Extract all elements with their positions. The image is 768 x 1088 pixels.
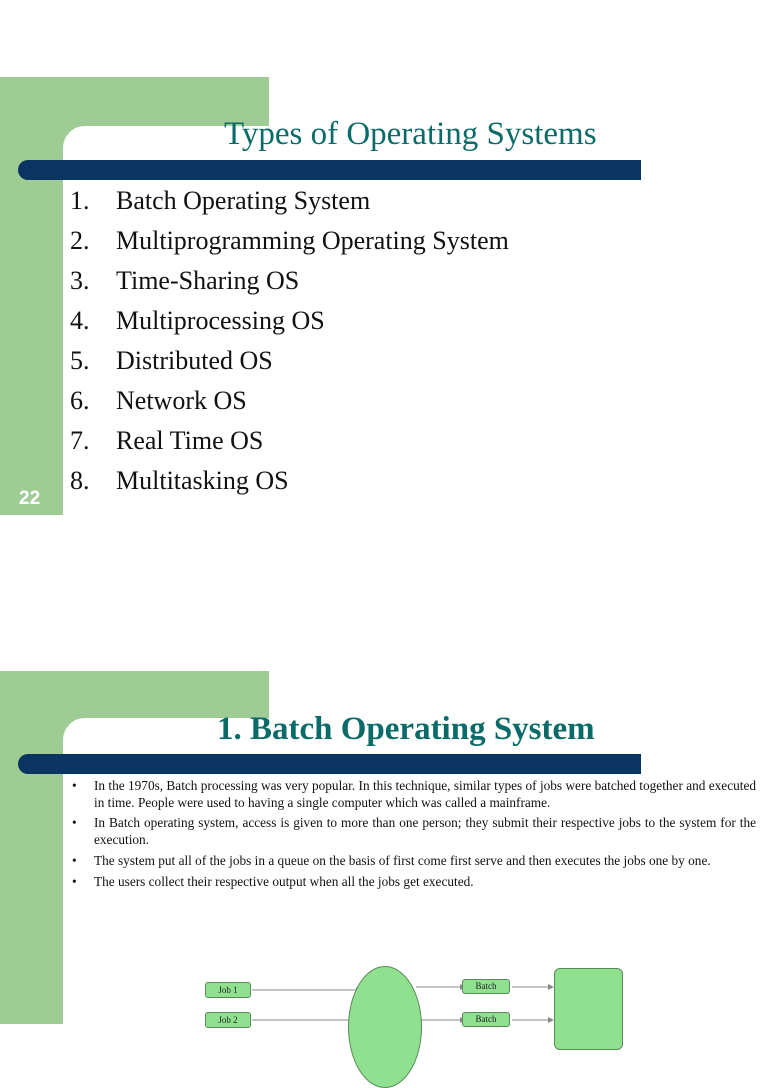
slide-title: Types of Operating Systems	[224, 116, 597, 152]
list-item: 3. Time-Sharing OS	[70, 266, 300, 295]
slide-2	[0, 640, 768, 1024]
bullet-item: • In Batch operating system, access is given to more than one person; they submit their respective jobs to the system for the execution.	[68, 815, 756, 848]
job-box: Job 1	[205, 982, 251, 998]
slide-title: 1. Batch Operating System	[217, 711, 595, 747]
output-box	[554, 968, 623, 1050]
list-item: 1. Batch Operating System	[70, 186, 371, 215]
list-item: 2. Multiprogramming Operating System	[70, 226, 509, 255]
batch-box: Batch	[462, 1012, 510, 1027]
list-item: 4. Multiprocessing OS	[70, 306, 325, 335]
job-box: Job 2	[205, 1012, 251, 1028]
slide-number: 22	[19, 488, 41, 509]
list-item: 7. Real Time OS	[70, 426, 264, 455]
processor-oval	[348, 966, 422, 1088]
bullet-item: • The system put all of the jobs in a queue on the basis of first come first serve and then executes the jobs one by one.	[68, 853, 756, 870]
list-item: 6. Network OS	[70, 386, 247, 415]
batch-box: Batch	[462, 979, 510, 994]
list-item: 8. Multitasking OS	[70, 466, 289, 495]
bullet-item: • In the 1970s, Batch processing was very popular. In this technique, similar types of jobs were batched together and executed in time. People were used to having a single computer which was called a mainframe.	[68, 778, 756, 811]
bullet-item: • The users collect their respective output when all the jobs get executed.	[68, 874, 756, 891]
os-types-list	[70, 181, 509, 501]
title-underline-bar	[18, 160, 641, 180]
list-item: 5. Distributed OS	[70, 346, 273, 375]
